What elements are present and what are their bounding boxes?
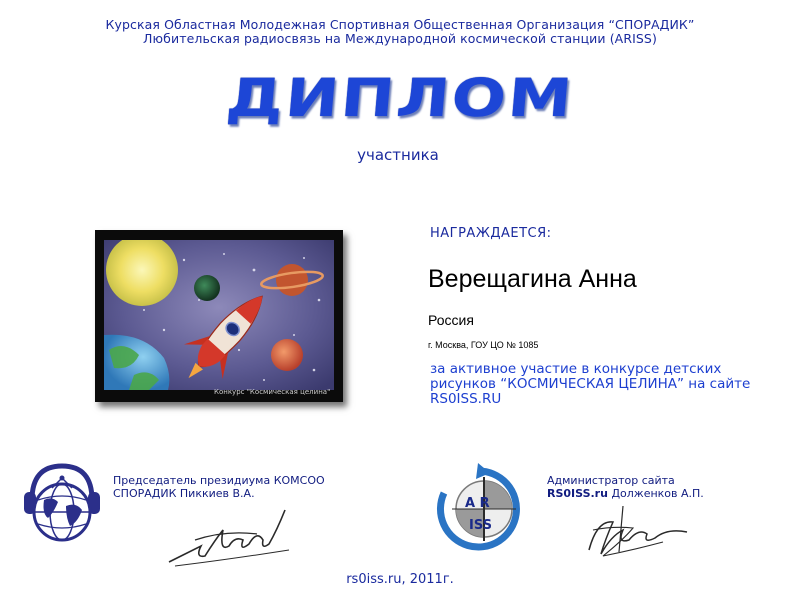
admin-signature-text — [547, 474, 777, 500]
ariss-logo — [432, 463, 524, 551]
space-painting — [104, 240, 334, 390]
chair-signature — [165, 500, 295, 570]
footer-text: rs0iss.ru, 2011г. — [346, 572, 454, 587]
recipient-country: Россия — [428, 312, 474, 328]
diploma-subtitle: участника — [357, 146, 439, 164]
ariss-logo-text-bottom: ISS — [469, 518, 492, 533]
admin-role: Администратор сайта — [547, 474, 675, 487]
diploma-title: ДИПЛОМ — [223, 68, 577, 130]
painting-caption: Конкурс "Космическая целина" — [214, 388, 331, 396]
award-reason: за активное участие в конкурсе детских рисунков “КОСМИЧЕСКАЯ ЦЕЛИНА” на сайте RS0ISS.RU — [430, 361, 751, 407]
sporadic-globe-logo — [22, 462, 102, 552]
admin-signature — [583, 500, 693, 564]
admin-name: Долженков А.П. — [611, 487, 704, 500]
recipient-name: Верещагина Анна — [428, 265, 637, 293]
painting-frame — [95, 230, 343, 402]
recipient-school: г. Москва, ГОУ ЦО № 1085 — [428, 340, 539, 350]
organization-line: Курская Областная Молодежная Спортивная Общественная Организация “СПОРАДИК” — [105, 17, 695, 32]
chair-signature-text: Председатель президиума КОМСОО СПОРАДИК Пиккиев В.А. — [113, 474, 325, 500]
ariss-subtitle-line: Любительская радиосвязь на Международной космической станции (ARISS) — [143, 31, 657, 46]
admin-site: RS0ISS.ru — [547, 487, 608, 500]
awarded-label: НАГРАЖДАЕТСЯ: — [430, 226, 552, 241]
ariss-logo-text-top: A R — [465, 496, 490, 511]
